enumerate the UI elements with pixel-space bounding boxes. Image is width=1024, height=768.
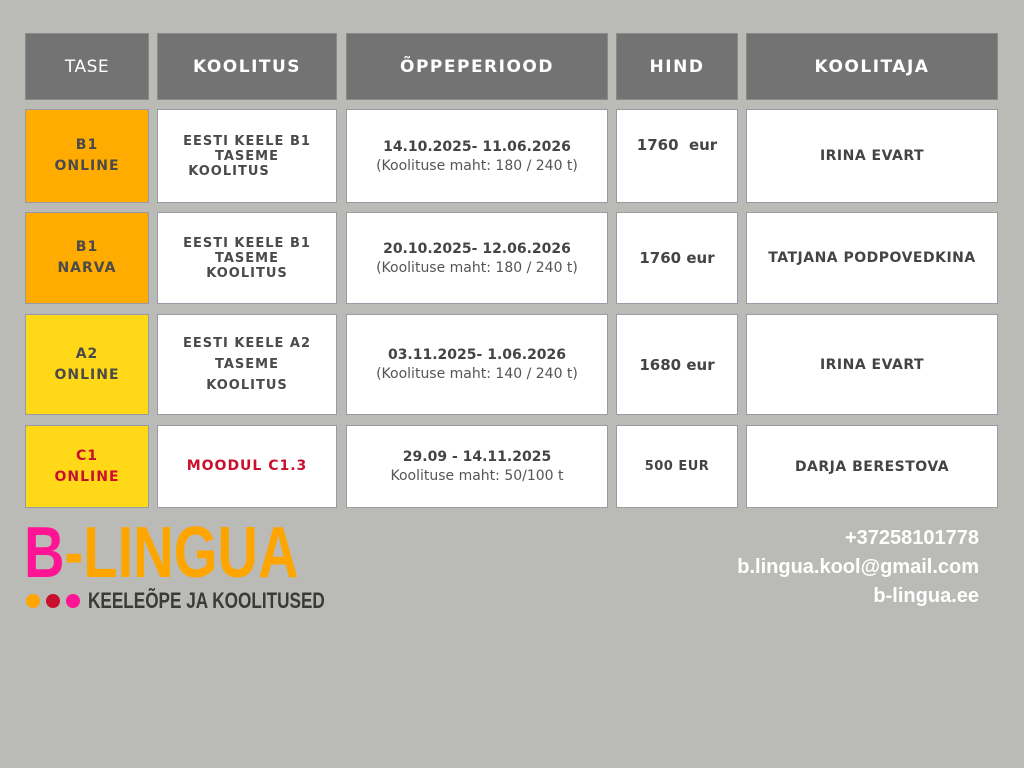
row-2-period-dates: 20.10.2025- 12.06.2026 [383, 240, 571, 257]
row-1-level-location: ONLINE [54, 158, 120, 174]
logo-tagline: KEELEÕPE JA KOOLITUSED [88, 588, 325, 613]
row-2-level [25, 212, 149, 304]
header-price-label: HIND [649, 56, 705, 77]
row-1-course-line: EESTI KEELE B1 [183, 133, 311, 149]
row-3-course-line: KOOLITUS [206, 378, 288, 393]
row-2-level-name: B1 [75, 239, 99, 255]
row-4-level [25, 425, 149, 508]
row-3-course [157, 314, 337, 415]
row-1-price [616, 109, 738, 203]
row-2-price-value: 1760 eur [639, 249, 715, 267]
row-2-level-location: NARVA [57, 260, 117, 276]
row-2-trainer [746, 212, 998, 304]
row-1-period-note: (Koolituse maht: 180 / 240 t) [376, 157, 578, 174]
row-4-period-dates: 29.09 - 14.11.2025 [402, 449, 552, 465]
row-2-price [616, 212, 738, 304]
row-2-trainer-name: TATJANA PODPOVEDKINA [768, 250, 976, 266]
row-4-level-location: ONLINE [54, 468, 120, 485]
row-3-price-value: 1680 eur [639, 355, 715, 374]
row-1-level [25, 109, 149, 203]
row-3-trainer [746, 314, 998, 415]
row-3-period [346, 314, 608, 415]
contact-info [737, 524, 979, 611]
row-3-period-note: (Koolituse maht: 140 / 240 t) [376, 366, 578, 382]
row-1-price-value: 1760 eur [636, 136, 718, 154]
row-4-period-note: Koolituse maht: 50/100 t [390, 468, 564, 484]
contact-phone[interactable]: +37258101778 [844, 527, 979, 549]
header-level [25, 33, 149, 100]
row-4-course-line: MOODUL C1.3 [186, 458, 308, 474]
header-trainer-label: KOOLITAJA [814, 56, 930, 77]
row-3-course-line: EESTI KEELE A2 [183, 336, 311, 351]
row-3-level [25, 314, 149, 415]
row-3-course-line: TASEME [215, 357, 279, 372]
row-1-course-line: TASEME [215, 148, 279, 164]
header-level-label: TASE [64, 56, 110, 77]
row-4-trainer [746, 425, 998, 508]
row-2-course-line: EESTI KEELE B1 [183, 235, 311, 251]
row-4-level-name: C1 [75, 447, 98, 464]
header-period-label: ÕPPEPERIOOD [400, 56, 554, 77]
row-1-period-dates: 14.10.2025- 11.06.2026 [383, 138, 571, 155]
header-price [616, 33, 738, 100]
row-2-course-line: TASEME [215, 250, 279, 266]
row-1-course [157, 109, 337, 203]
logo-lingua: -LINGUA [64, 513, 299, 593]
row-4-period [346, 425, 608, 508]
contact-email[interactable]: b.lingua.kool@gmail.com [737, 556, 979, 578]
row-2-period [346, 212, 608, 304]
row-3-level-location: ONLINE [54, 366, 120, 383]
header-course-label: KOOLITUS [192, 56, 302, 77]
row-3-level-name: A2 [75, 345, 99, 362]
row-3-price [616, 314, 738, 415]
contact-website[interactable]: b-lingua.ee [873, 585, 979, 607]
header-period [346, 33, 608, 100]
row-4-trainer-name: DARJA BERESTOVA [794, 458, 950, 475]
row-1-trainer-name: IRINA EVART [819, 148, 925, 164]
row-3-period-dates: 03.11.2025- 1.06.2026 [387, 347, 567, 363]
logo-dot-orange [26, 594, 40, 608]
row-1-level-name: B1 [75, 137, 99, 153]
row-2-course-line: KOOLITUS [206, 265, 288, 281]
logo-letter-b: B [24, 513, 65, 593]
row-4-course [157, 425, 337, 508]
row-2-course [157, 212, 337, 304]
logo-dot-pink [66, 594, 80, 608]
row-1-course-line: KOOLITUS [188, 163, 270, 179]
header-trainer [746, 33, 998, 100]
row-1-trainer [746, 109, 998, 203]
logo-dot-red [46, 594, 60, 608]
logo-dots [26, 594, 80, 608]
header-course [157, 33, 337, 100]
row-4-price [616, 425, 738, 508]
row-2-period-note: (Koolituse maht: 180 / 240 t) [376, 259, 578, 276]
row-3-trainer-name: IRINA EVART [819, 356, 925, 373]
b-lingua-logo [24, 513, 299, 593]
row-4-price-value: 500 EUR [644, 459, 710, 474]
row-1-period [346, 109, 608, 203]
